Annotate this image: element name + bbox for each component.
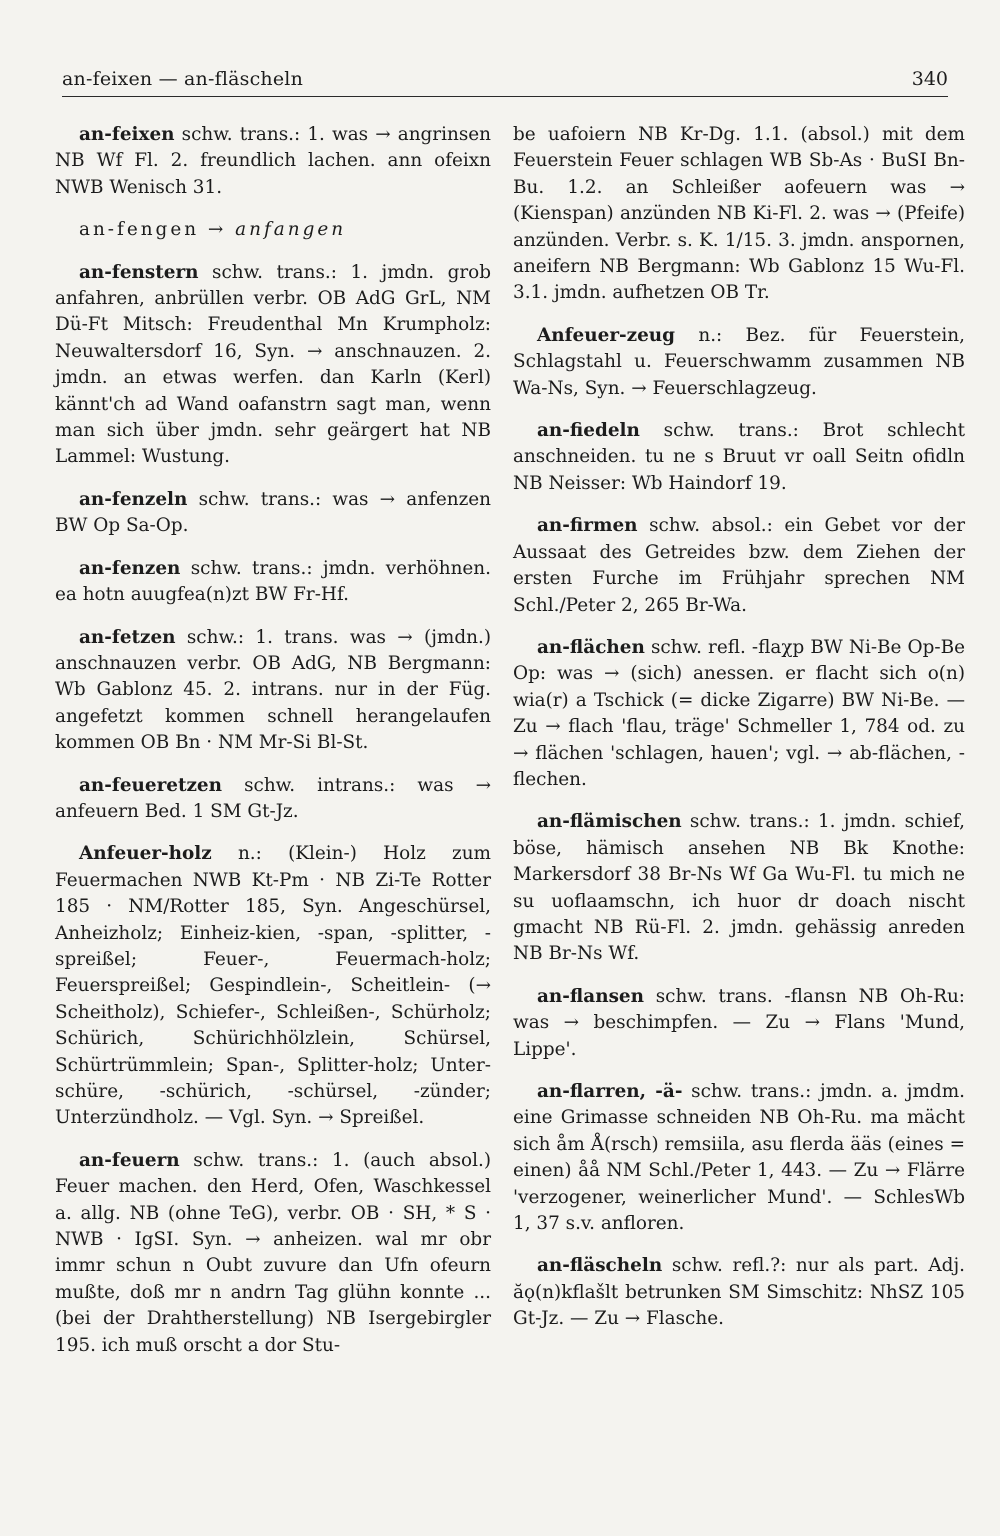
entry: [55, 1148, 491, 1359]
page-number: 340: [911, 68, 948, 90]
entry-body: schw. trans.: 1. (auch absol.) Feuer machen. den Herd, Ofen, Waschkessel a. allg. NB (ohne TeG), verbr. OB · SH, * S · NWB · IgSI. Syn. → anheizen. wal mr obr immr schun n Oubt zuvure dan Ufn ofeurn mußte, doß mr n andrn Tag glühn konnte ... (bei der Drahtherstellung) NB Isergebirgler 195. ich muß orscht a dor Stu-: [55, 1149, 491, 1356]
entry: [55, 217, 491, 243]
entry: [55, 556, 491, 609]
entry-continuation: [513, 122, 965, 307]
entry: [513, 635, 965, 793]
entry: [513, 809, 965, 967]
entry-headword: an-fiedeln: [537, 420, 640, 442]
entry: [513, 323, 965, 402]
entry-body: schw. trans.: was → anfenzen BW Op Sa-Op.: [55, 488, 491, 537]
entry-body: schw. trans.: jmdn. verhöhnen. ea hotn auugfea(n)zt BW Fr-Hf.: [55, 557, 491, 606]
entry-body: schw. absol.: ein Gebet vor der Aussaat des Getreides bzw. dem Ziehen der ersten Furche im Frühjahr sprechen NM Schl./Peter 2, 265 Br-Wa.: [513, 515, 965, 616]
page-header: [62, 62, 948, 97]
entry-headword: an-fenstern: [79, 261, 199, 283]
entry-body: n.: Bez. für Feuerstein, Schlagstahl u. Feuerschwamm zusammen NB Wa-Ns, Syn. → Feuerschlagzeug.: [513, 324, 965, 399]
entry-body: schw. trans.: 1. was → angrinsen NB Wf Fl. 2. freundlich lachen. ann ofeixn NWB Wenisch 31.: [55, 124, 491, 198]
entry-headword: an-fetzen: [79, 626, 176, 648]
entry-body: schw. refl. -flaχp BW Ni-Be Op-Be Op: was → (sich) anessen. er flacht sich o(n) wia(r) a Tschick (= dicke Zigarre) BW Ni-Be. — Zu → flach 'flau, träge' Schmeller 1, 784 od. zu → flächen 'schlagen, hauen'; vgl. → ab-flächen, -flechen.: [513, 636, 965, 790]
entry: [55, 487, 491, 540]
entry-headword: an-feueretzen: [79, 774, 223, 796]
entry-body: schw. refl.?: nur als part. Adj. ăǫ(n)kflašlt betrunken SM Simschitz: NhSZ 105 Gt-Jz. — Zu → Flasche.: [513, 1255, 965, 1330]
entry-body: schw. trans.: Brot schlecht anschneiden. tu ne s Bruut vr oall Seitn ofidln NB Neisser: Wb Haindorf 19.: [513, 420, 965, 494]
entry-headword: an-firmen: [537, 515, 638, 537]
right-column: [513, 122, 965, 1349]
entry-headword: an-fenzeln: [79, 488, 188, 510]
entry-body: schw. trans.: jmdn. a. jmdm. eine Grimasse schneiden NB Oh-Ru. ma mächt sich åm Å(rsch) remsiila, asu flerda ääs (eines = einen) åå NM Schl./Peter 1, 443. — Zu → Flärre 'verzogener, weinerlicher Mund'. — SchlesWb 1, 37 s.v. anfloren.: [513, 1081, 965, 1235]
entry: [513, 513, 965, 619]
entry: [55, 625, 491, 757]
left-column: [55, 122, 491, 1375]
entry-headword: an-flächen: [537, 636, 645, 658]
entry-headword: an-fläscheln: [537, 1255, 663, 1277]
entry-body: schw. trans.: 1. jmdn. grob anfahren, anbrüllen verbr. OB AdG GrL, NM Dü-Ft Mitsch: Freudenthal Mn Krumpholz: Neuwaltersdorf 16, Syn. → anschnauzen. 2. jmdn. an etwas werfen. dan Karln (Kerl) kännt'ch ad Wand oafanstrn sagt man, wenn man sich über jmdn. sehr geärgert hat NB Lammel: Wustung.: [55, 261, 491, 468]
entry: [513, 984, 965, 1063]
entry-body: → anfangen: [199, 219, 347, 241]
entry-headword: an-flansen: [537, 985, 645, 1007]
entry-headword: Anfeuer-zeug: [537, 324, 676, 346]
entry-headword: an-fenzen: [79, 557, 181, 579]
entry: [513, 418, 965, 497]
entry-headword: an-feuern: [79, 1149, 180, 1171]
entry-body: schw. intrans.: was → anfeuern Bed. 1 SM Gt-Jz.: [55, 774, 491, 822]
entry: [55, 122, 491, 201]
entry: [513, 1079, 965, 1237]
entry-body: n.: (Klein-) Holz zum Feuermachen NWB Kt-Pm · NB Zi-Te Rotter 185 · NM/Rotter 185, Syn. Angeschürsel, Anheizholz; Einheiz-kien, -span, -splitter, -spreißel; Feuer-, Feuermach-holz; Feuerspreißel; Gespindlein-, Scheitlein- (→ Scheitholz), Schiefer-, Schleißen-, Schürholz; Schürich, Schürichhölzlein, Schürsel, Schürtrümmlein; Span-, Splitter-holz; Unter-schüre, -schürich, -schürsel, -zünder; Unterzündholz. — Vgl. Syn. → Spreißel.: [55, 843, 491, 1129]
entry-body: be uafoiern NB Kr-Dg. 1.1. (absol.) mit dem Feuerstein Feuer schlagen WB Sb-As · BuSI Bn-Bu. 1.2. an Schleißer aofeuern was → (Kienspan) anzünden NB Ki-Fl. 2. was → (Pfeife) anzünden. Verbr. s. K. 1/15. 3. jmdn. anspornen, aneifern NB Bergmann: Wb Gablonz 15 Wu-Fl. 3.1. jmdn. aufhetzen OB Tr.: [513, 124, 965, 304]
entry-headword: an-fengen: [79, 219, 200, 241]
entry-headword: an-feixen: [79, 124, 175, 145]
entry-headword: Anfeuer-holz: [79, 843, 212, 865]
entry-headword: an-flarren, -ä-: [537, 1081, 683, 1102]
entry-body: schw. trans.: 1. jmdn. schief, böse, hämisch ansehen NB Bk Knothe: Markersdorf 38 Br-Ns Wf Ga Wu-Fl. tu mich ne su uoflaamschn, ich huor dr doach nischt gmacht NB Rü-Fl. 2. jmdn. gehässig anreden NB Br-Ns Wf.: [513, 811, 965, 965]
entry: [55, 260, 491, 471]
entry-body: schw. trans. -flansn NB Oh-Ru: was → beschimpfen. — Zu → Flans 'Mund, Lippe'.: [513, 985, 965, 1060]
running-title: an-feixen — an-fläscheln: [62, 68, 304, 90]
entry-body: schw.: 1. trans. was → (jmdn.) anschnauzen verbr. OB AdG, NB Bergmann: Wb Gablonz 45. 2. intrans. nur in der Füg. angefetzt kommen schnell herangelaufen kommen OB Bn · NM Mr-Si Bl-St.: [55, 626, 491, 754]
entry: [55, 841, 491, 1131]
entry-headword: an-flämischen: [537, 811, 682, 833]
entry: [513, 1253, 965, 1332]
entry: [55, 773, 491, 826]
